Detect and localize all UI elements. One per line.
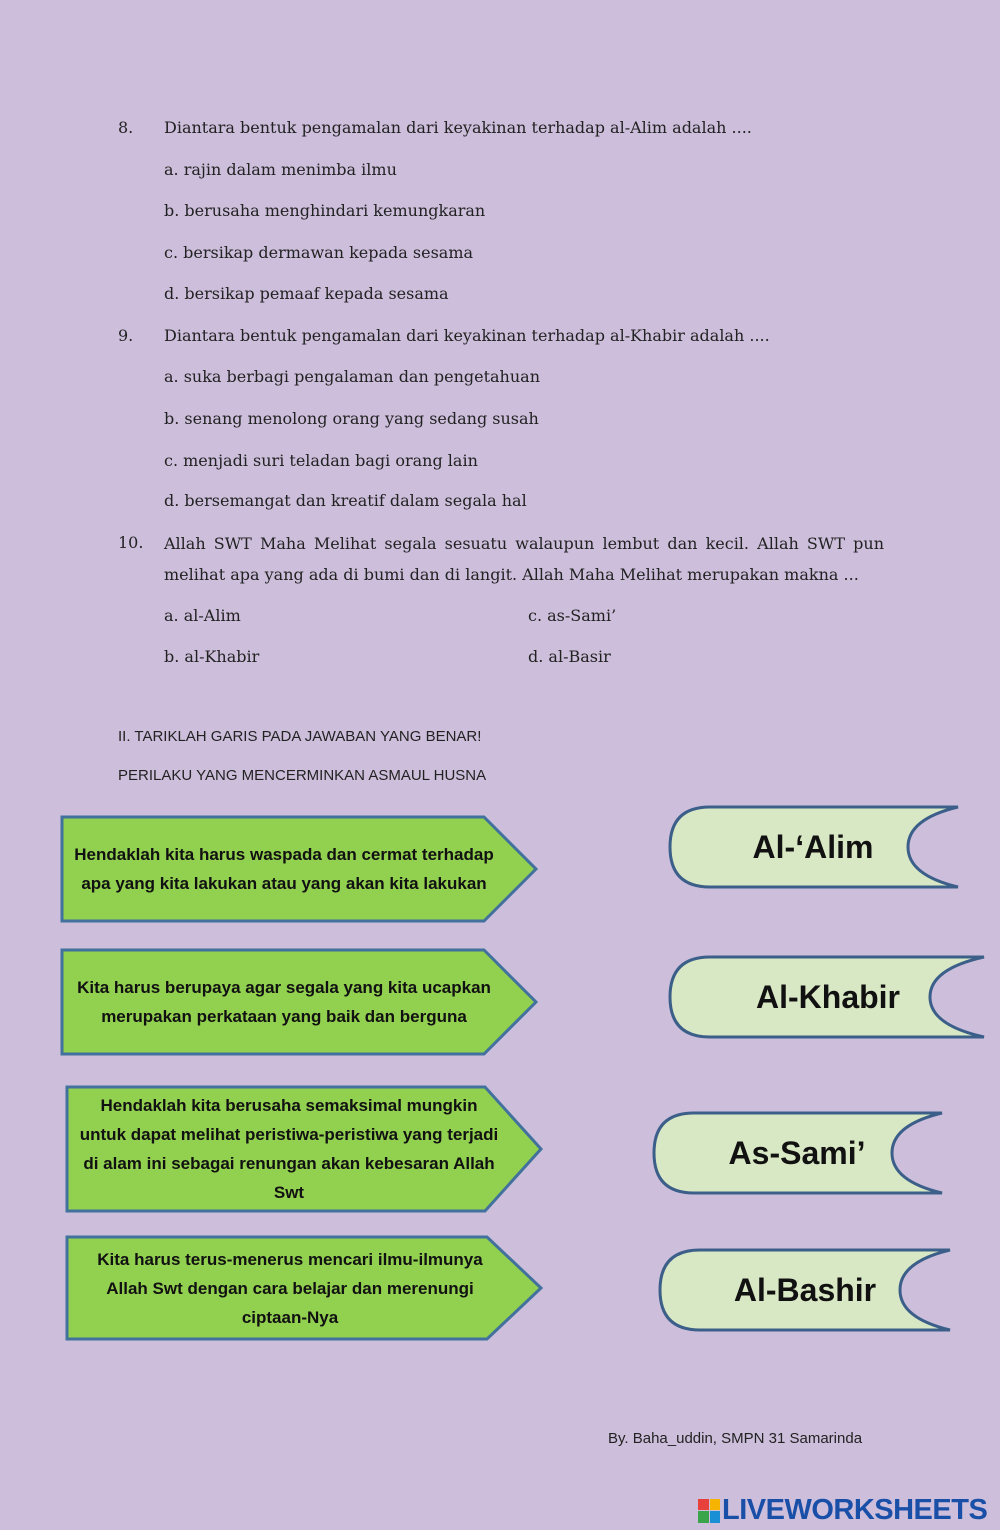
behavior-text: Hendaklah kita berusaha semaksimal mungkin untuk dapat melihat peristiwa-peristiwa yang terjadi di alam ini sebagai renungan akan kebesaran Allah Swt — [79, 1096, 499, 1202]
name-tag-as-sami[interactable] — [652, 1111, 944, 1195]
question-8-option-a[interactable]: a. rajin dalam menimba ilmu — [164, 160, 397, 179]
behavior-arrow-3[interactable] — [65, 1085, 543, 1213]
question-10-number: 10. — [118, 533, 144, 552]
name-label: Al-‘Alim — [752, 828, 874, 865]
name-label: Al-Khabir — [756, 978, 900, 1015]
name-tag-al-khabir[interactable] — [668, 955, 986, 1039]
question-9-number: 9. — [118, 326, 134, 345]
question-9-option-a[interactable]: a. suka berbagi pengalaman dan pengetahuan — [164, 367, 541, 386]
behavior-text: Kita harus terus-menerus mencari ilmu-ilmunya Allah Swt dengan cara belajar dan merenungi ciptaan-Nya — [97, 1249, 483, 1327]
question-10-option-d[interactable]: d. al-Basir — [528, 647, 611, 666]
question-8-number: 8. — [118, 118, 134, 137]
liveworksheets-icon — [698, 1499, 720, 1523]
behavior-text: Hendaklah kita harus waspada dan cermat terhadap apa yang kita lakukan atau yang akan kita lakukan — [74, 845, 494, 893]
question-9-text: Diantara bentuk pengamalan dari keyakinan terhadap al-Khabir adalah .... — [164, 326, 770, 345]
behavior-arrow-1[interactable] — [60, 815, 538, 923]
question-10-option-c[interactable]: c. as-Sami’ — [528, 606, 617, 625]
section-heading: II. TARIKLAH GARIS PADA JAWABAN YANG BENAR! — [118, 728, 482, 745]
name-label: As-Sami’ — [728, 1134, 866, 1171]
question-10-option-b[interactable]: b. al-Khabir — [164, 647, 260, 666]
question-10-option-a[interactable]: a. al-Alim — [164, 606, 241, 625]
question-10-text: Allah SWT Maha Melihat segala sesuatu walaupun lembut dan kecil. Allah SWT pun melihat apa yang ada di bumi dan di langit. Allah Maha Melihat merupakan makna ... — [164, 534, 884, 584]
question-8-option-b[interactable]: b. berusaha menghindari kemungkaran — [164, 201, 486, 220]
author-credit: By. Baha_uddin, SMPN 31 Samarinda — [608, 1430, 863, 1447]
section-subheading: PERILAKU YANG MENCERMINKAN ASMAUL HUSNA — [118, 767, 487, 784]
behavior-arrow-4[interactable] — [65, 1235, 543, 1341]
question-8-text: Diantara bentuk pengamalan dari keyakinan terhadap al-Alim adalah .... — [164, 118, 752, 137]
question-9-option-c[interactable]: c. menjadi suri teladan bagi orang lain — [164, 451, 478, 470]
behavior-text: Kita harus berupaya agar segala yang kita ucapkan merupakan perkataan yang baik dan berguna — [77, 978, 491, 1026]
name-label: Al-Bashir — [733, 1271, 877, 1308]
name-tag-al-bashir[interactable] — [658, 1248, 952, 1332]
liveworksheets-logo[interactable] — [698, 1494, 987, 1527]
question-8-option-d[interactable]: d. bersikap pemaaf kepada sesama — [164, 284, 449, 303]
question-8-option-c[interactable]: c. bersikap dermawan kepada sesama — [164, 243, 474, 262]
name-tag-al-alim[interactable] — [668, 805, 960, 889]
brand-wordmark: LIVEWORKSHEETS — [722, 1494, 988, 1526]
question-9-option-d[interactable]: d. bersemangat dan kreatif dalam segala hal — [164, 491, 527, 510]
question-9-option-b[interactable]: b. senang menolong orang yang sedang susah — [164, 409, 539, 428]
behavior-arrow-2[interactable] — [60, 948, 538, 1056]
